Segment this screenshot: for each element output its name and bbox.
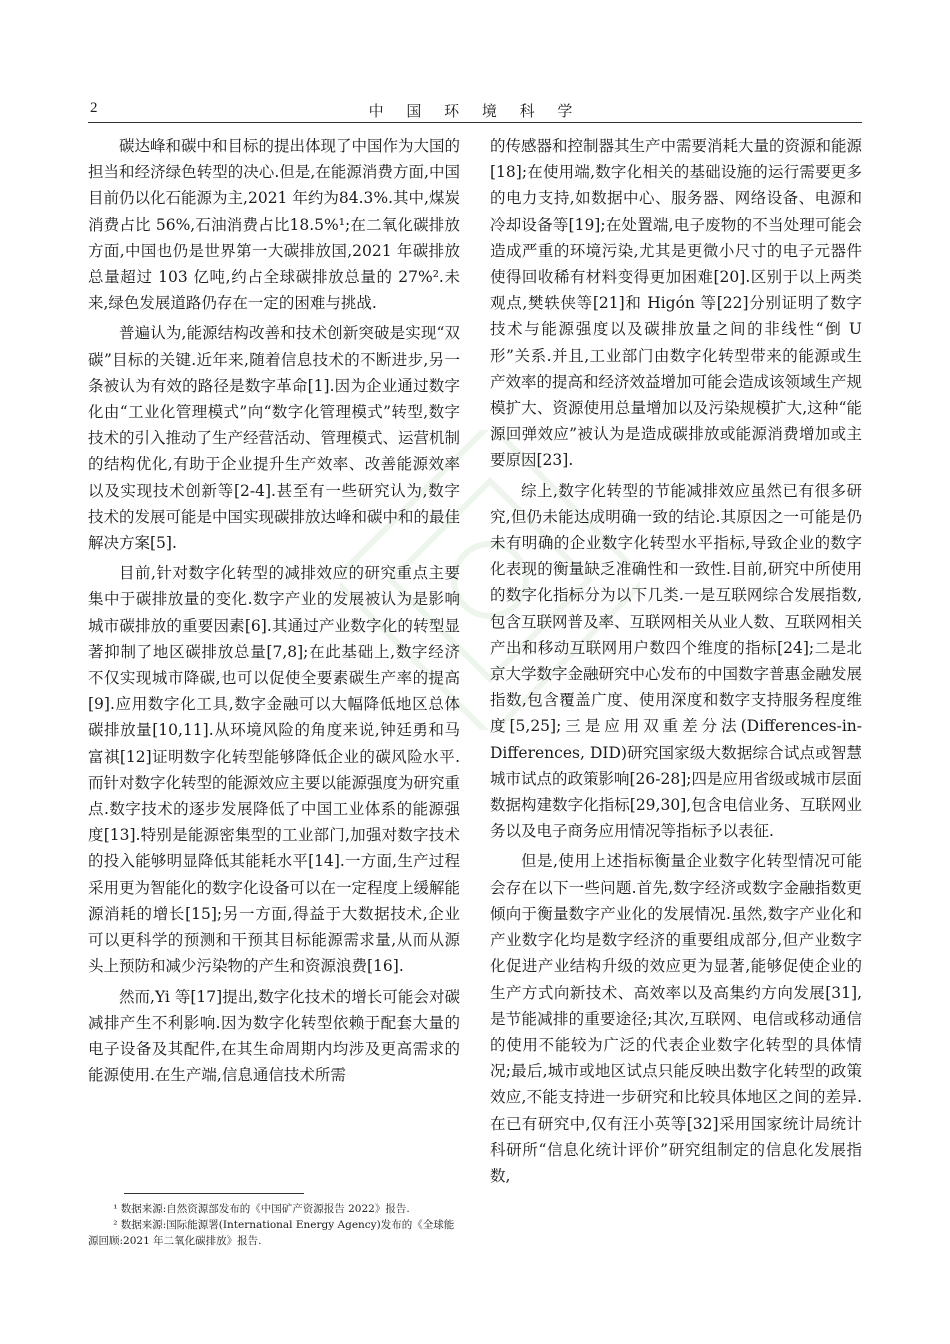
paragraph: 但是,使用上述指标衡量企业数字化转型情况可能会存在以下一些问题.首先,数字经济或数字金融指数更倾向于衡量数字产业化的发展情况.虽然,数字产业化和产业数字化均是数字经济的重要组成部分,但产业数字化促进产业结构升级的效应更为显著,能够促使企业的生产方式向新技术、高效率以及高集约方向发展[31],是节能减排的重要途径;其次,互联网、电信或移动通信的使用不能较为广泛的代表企业数字化转型的具体情况;最后,城市或地区试点只能反映出数字化转型的政策效应,不能支持进一步研究和比较具体地区之间的差异.在已有研究中,仅有汪小英等[32]采用国家统计局统计科研所“信息化统计评价”研究组制定的信息化发展指数,	[490, 852, 862, 1185]
paragraph: 然而,Yi 等[17]提出,数字化技术的增长可能会对碳减排产生不利影响.因为数字化转型依赖于配套大量的电子设备及其配件,在其生命周期内均涉及更高需求的能源使用.在生产端,信息通信技术所需	[88, 987, 460, 1085]
footnote-divider	[124, 1193, 304, 1194]
right-column	[490, 133, 862, 1189]
footnote: ² 数据来源:国际能源署(International Energy Agency)发布的《全球能源回顾:2021 年二氧化碳排放》报告.	[88, 1219, 455, 1247]
journal-title: 中 国 环 境 科 学	[368, 102, 582, 120]
running-header	[88, 100, 862, 123]
paragraph: 普遍认为,能源结构改善和技术创新突破是实现“双碳”目标的关键.近年来,随着信息技术的不断进步,另一条被认为有效的路径是数字革命[1].因为企业通过数字化由“工业化管理模式”向“数字化管理模式”转型,数字技术的引入推动了生产经营活动、管理模式、运营机制的结构优化,有助于企业提升生产效率、改善能源效率以及实现技术创新等[2-4].甚至有一些研究认为,数字技术的发展可能是中国实现碳排放达峰和碳中和的最佳解决方案[5].	[88, 324, 461, 553]
footnote: ¹ 数据来源:自然资源部发布的《中国矿产资源报告 2022》报告.	[113, 1203, 410, 1215]
paragraph: 目前,针对数字化转型的减排效应的研究重点主要集中于碳排放量的变化.数字产业的发展被认为是影响城市碳排放的重要因素[6].其通过产业数字化的转型显著抑制了地区碳排放总量[7,8];在此基础上,数字经济不仅实现城市降碳,也可以促使全要素碳生产率的提高[9].应用数字化工具,数字金融可以大幅降低地区总体碳排放量[10,11].从环境风险的角度来说,钟廷勇和马富祺[12]证明数字化转型能够降低企业的碳风险水平.而针对数字化转型的能源效应主要以能源强度为研究重点.数字技术的逐步发展降低了中国工业体系的能源强度[13].特别是能源密集型的工业部门,加强对数字技术的投入能够明显降低其能耗水平[14].一方面,生产过程采用更为智能化的数字化设备可以在一定程度上缓解能源消耗的增长[15];另一方面,得益于大数据技术,企业可以更科学的预测和干预其目标能源需求量,从而从源头上预防和减少污染物的产生和资源浪费[16].	[88, 564, 461, 976]
left-column	[88, 133, 460, 1088]
paragraph: 的传感器和控制器其生产中需要消耗大量的资源和能源[18];在使用端,数字化相关的基础设施的运行需要更多的电力支持,如数据中心、服务器、网络设备、电源和冷却设备等[19];在处置端,电子废物的不当处理可能会造成严重的环境污染,尤其是更微小尺寸的电子元器件使得回收稀有材料变得更加困难[20].区别于以上两类观点,樊轶侠等[21]和 Higón 等[22]分别证明了数字技术与能源强度以及碳排放量之间的非线性“倒 U 形”关系.并且,工业部门由数字化转型带来的能源或生产效率的提高和经济效益增加可能会造成该领域生产规模扩大、资源使用总量增加以及污染规模扩大,这种“能源回弹效应”被认为是造成碳排放或能源消费增加或主要原因[23].	[490, 137, 863, 470]
footnotes	[88, 1201, 460, 1249]
page-number: 2	[90, 100, 98, 116]
paragraph: 综上,数字化转型的节能减排效应虽然已有很多研究,但仍未能达成明确一致的结论.其原因之一可能是仍未有明确的企业数字化转型水平指标,导致企业的数字化表现的衡量缺乏准确性和一致性.目前,研究中所使用的数字化指标分为以下几类.一是互联网综合发展指数,包含互联网普及率、互联网相关从业人数、互联网相关产出和移动互联网用户数四个维度的指标[24];二是北京大学数字金融研究中心发布的中国数字普惠金融发展指数,包含覆盖广度、使用深度和数字支持服务程度维度[5,25];三是应用双重差分法(Differences-in-Differences, DID)研究国家级大数据综合试点或智慧城市试点的政策影响[26-28];四是应用省级或城市层面数据构建数字化指标[29,30],包含电信业务、互联网业务以及电子商务应用情况等指标予以表征.	[490, 481, 863, 841]
paragraph: 碳达峰和碳中和目标的提出体现了中国作为大国的担当和经济绿色转型的决心.但是,在能源消费方面,中国目前仍以化石能源为主,2021 年约为84.3%.其中,煤炭消费占比 56%,石油消费占比18.5%¹;在二氧化碳排放方面,中国也仍是世界第一大碳排放国,2021 年碳排放总量超过 103 亿吨,约占全球碳排放总量的 27%².未来,绿色发展道路仍存在一定的困难与挑战.	[88, 137, 461, 313]
